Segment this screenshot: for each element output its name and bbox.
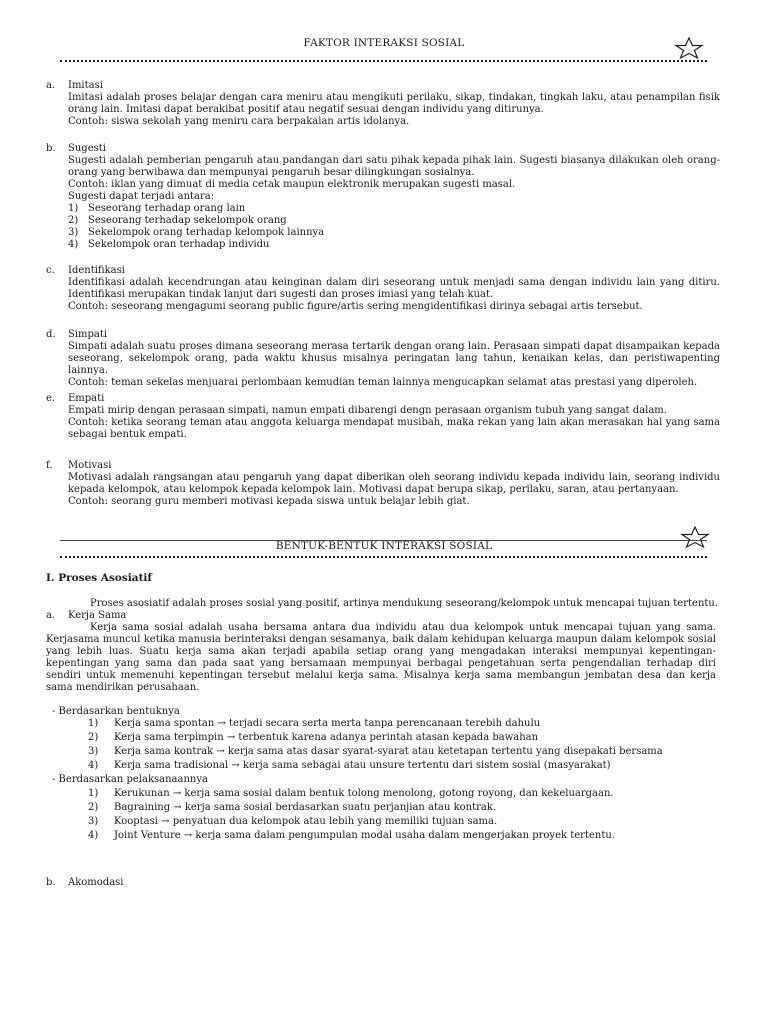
factor-sugesti: b. Sugesti Sugesti adalah pemberian pengaruh atau pandangan dari satu pihak kepada pihak lain. Sugesti biasanya dilakukan oleh orang-orang yang berwibawa dan mempunyai pengaruh besar dilingkungan sosialnya. Contoh: iklan yang dimuat di media cetak maupun elektronik merupakan sugesti masal. Sugesti dapat terjadi antara: 1) Seseorang terhadap orang lain 2) Seseorang terhadap sekelompok orang 3) Sekelompok orang terhadap kelompok lainnya 4) Sekelompok oran terhadap individu: [46, 143, 720, 250]
factor-name: Sugesti: [68, 143, 106, 154]
factor-text: Sugesti adalah pemberian pengaruh atau pandangan dari satu pihak kepada pihak lain. Sugesti biasanya dilakukan oleh orang-orang yang berwibawa dan mempunyai pengaruh besar dilingkungan sosialnya.: [68, 155, 720, 178]
list-item: 4) Joint Venture → kerja sama dalam pengumpulan modal usaha dalam mengerjakan proyek tertentu.: [88, 830, 615, 841]
factor-simpati: d. Simpati Simpati adalah suatu proses dimana seseorang merasa tertarik dengan orang lain. Perasaan simpati dapat disampaikan kepada seseorang, sekelompok orang, pada waktu khusus misalnya peringatan lang tahun, kenaikan kelas, dan peristiwapenting lainnya. Contoh: teman sekelas menjuarai perlombaan kemudian teman lainnya mengucapkan selamat atas prestasi yang diperoleh.: [46, 329, 720, 388]
list-heading: - Berdasarkan bentuknya: [52, 706, 180, 717]
subsection-title: Kerja Sama: [68, 610, 127, 621]
list-item: 2) Bagraining → kerja sama sosial berdasarkan suatu perjanjian atau kontrak.: [88, 802, 497, 813]
factor-name: Identifikasi: [68, 265, 125, 276]
list-item: 4) Sekelompok oran terhadap individu: [68, 239, 270, 250]
bentuk-list: [46, 706, 720, 842]
section-intro: Proses asosiatif adalah proses sosial yang positif, artinya mendukung seseorang/kelompok untuk mencapai tujuan tertentu.: [90, 598, 719, 609]
factor-name: Motivasi: [68, 460, 112, 471]
list-item: 1) Kerja sama spontan → terjadi secara serta merta tanpa perencanaan terebih dahulu: [88, 718, 541, 729]
list-item: 4) Kerja sama tradisional → kerja sama sebagai atau unsure tertentu dari sistem sosial (masyarakat): [88, 760, 611, 771]
factor-motivasi: f. Motivasi Motivasi adalah rangsangan atau pengaruh yang dapat diberikan oleh seorang individu kepada individu lain, seorang individu kepada kelompok, atau kelompok kepada kelompok lain. Motivasi dapat berupa sikap, perilaku, saran, atau pertanyaan. Contoh: seorang guru memberi motivasi kepada siswa untuk belajar lebih giat.: [46, 460, 720, 507]
factor-text: Simpati adalah suatu proses dimana seseorang merasa tertarik dengan orang lain. Perasaan simpati dapat disampaikan kepada seseorang, sekelompok orang, pada waktu khusus misalnya peringatan lang tahun, kenaikan kelas, dan peristiwapenting lainnya.: [68, 341, 720, 376]
page-title: FAKTOR INTERAKSI SOSIAL: [303, 37, 465, 49]
subsection-title: Akomodasi: [68, 877, 124, 888]
factor-identifikasi: c. Identifikasi Identifikasi adalah kecendrungan atau keinginan dalam diri seseorang untuk menjadi sama dengan individu lain yang ditiru. Identifikasi merupakan tindak lanjut dari sugesti dan proses imiasi yang telah kuat. Contoh: seseorang mengagumi seorang public figure/artis sering mengidentifikasi dirinya sebagai artis tersebut.: [46, 265, 720, 312]
factor-text: Imitasi adalah proses belajar dengan cara meniru atau mengikuti perilaku, sikap, tindakan, tingkah laku, atau penampilan fisik orang lain. Imitasi dapat berakibat positif atau negatif sesuai dengan individu yang ditirunya.: [68, 92, 720, 115]
asosiatif-body: Proses asosiatif adalah proses sosial yang positif, artinya mendukung seseorang/kelompok untuk mencapai tujuan tertentu. a. Kerja Sama Kerja sama sosial adalah usaha bersama antara dua individu atau dua kelompok untuk mencapai tujuan yang sama. Kerjasama muncul ketika manusia berinteraksi dengan sesamanya, baik dalam kehidupan keluarga maupun dalam kelompok sosial yang lebih luas. Suatu kerja sama akan terjadi apabila setiap orang yang mengadakan interaksi mempunyai kepentingan-kepentingan yang sama dan pada saat yang bersamaan mempunyai berbagai pengetahuan serta pengendalian terhadap diri sendiri untuk memenuhi kepentingan tersebut melalui kerja sama. Misalnya kerja sama membangun jembatan desa dan kerja sama mendirikan perusahaan.: [46, 598, 719, 693]
factor-imitasi: a. Imitasi Imitasi adalah proses belajar dengan cara meniru atau mengikuti perilaku, sikap, tindakan, tingkah laku, atau penampilan fisik orang lain. Imitasi dapat berakibat positif atau negatif sesuai dengan individu yang ditirunya. Contoh: siswa sekolah yang meniru cara berpakaian artis idolanya.: [46, 80, 720, 127]
factor-name: Imitasi: [68, 80, 103, 91]
factor-text: Identifikasi adalah kecendrungan atau keinginan dalam diri seseorang untuk menjadi sama dengan individu lain yang ditiru. Identifikasi merupakan tindak lanjut dari sugesti dan proses imiasi yang telah kuat.: [68, 277, 720, 300]
factor-example: Contoh: seorang guru memberi motivasi kepada siswa untuk belajar lebih giat.: [68, 496, 470, 507]
factor-text: Empati mirip dengan perasaan simpati, namun empati dibarengi dengn perasaan organism tubuh yang sangat dalam.: [68, 405, 667, 416]
section-title: BENTUK-BENTUK INTERAKSI SOSIAL: [275, 540, 493, 552]
star-icon: [674, 37, 704, 59]
list-item: 2) Seseorang terhadap sekelompok orang: [68, 215, 287, 226]
factor-example: Contoh: siswa sekolah yang meniru cara berpakaian artis idolanya.: [68, 116, 410, 127]
section-divider: [60, 556, 707, 558]
factor-example: Contoh: seseorang mengagumi seorang public figure/artis sering mengidentifikasi dirinya sebagai artis tersebut.: [68, 301, 643, 312]
factor-text: Sugesti dapat terjadi antara:: [68, 191, 215, 202]
factor-name: Simpati: [68, 329, 108, 340]
akomodasi: b. Akomodasi: [46, 877, 720, 889]
list-item: 1) Kerukunan → kerja sama sosial dalam bentuk tolong menolong, gotong royong, dan kekeluargaan.: [88, 788, 614, 799]
list-item: 2) Kerja sama terpimpin → terbentuk karena adanya perintah atasan kepada bawahan: [88, 732, 539, 743]
list-item: 3) Sekelompok orang terhadap kelompok lainnya: [68, 227, 325, 238]
list-item: 3) Kooptasi → penyatuan dua kelompok atau lebih yang memiliki tujuan sama.: [88, 816, 498, 827]
kerja-sama-paragraph: Kerja sama sosial adalah usaha bersama antara dua individu atau dua kelompok untuk mencapai tujuan yang sama. Kerjasama muncul ketika manusia berinteraksi dengan sesamanya, baik dalam kehidupan keluarga maupun dalam kelompok sosial yang lebih luas. Suatu kerja sama akan terjadi apabila setiap orang yang mengadakan interaksi mempunyai kepentingan-kepentingan yang sama dan pada saat yang bersamaan mempunyai berbagai pengetahuan serta pengendalian terhadap diri sendiri untuk memenuhi kepentingan tersebut melalui kerja sama. Misalnya kerja sama membangun jembatan desa dan kerja sama mendirikan perusahaan.: [46, 622, 716, 693]
factor-example: Contoh: ketika seorang teman atau anggota keluarga mendapat musibah, maka rekan yang lain akan merasakan hal yang sama sebagai bentuk empati.: [68, 417, 720, 440]
factor-example: Contoh: teman sekelas menjuarai perlombaan kemudian teman lainnya mengucapkan selamat atas prestasi yang diperoleh.: [68, 377, 698, 388]
list-item: 1) Seseorang terhadap orang lain: [68, 203, 246, 214]
list-heading: - Berdasarkan pelaksanaannya: [52, 774, 208, 785]
section-heading: I. Proses Asosiatif: [46, 572, 152, 584]
factor-example: Contoh: iklan yang dimuat di media cetak maupun elektronik merupakan sugesti masal.: [68, 179, 516, 190]
list-item: 3) Kerja sama kontrak → kerja sama atas dasar syarat-syarat atau ketetapan tertentu yang disepakati bersama: [88, 746, 663, 757]
factor-text: Motivasi adalah rangsangan atau pengaruh yang dapat diberikan oleh seorang individu kepada individu lain, seorang individu kepada kelompok, atau kelompok kepada kelompok lain. Motivasi dapat berupa sikap, perilaku, saran, atau pertanyaan.: [68, 472, 720, 495]
factor-name: Empati: [68, 393, 105, 404]
factor-empati: e. Empati Empati mirip dengan perasaan simpati, namun empati dibarengi dengn perasaan organism tubuh yang sangat dalam. Contoh: ketika seorang teman atau anggota keluarga mendapat musibah, maka rekan yang lain akan merasakan hal yang sama sebagai bentuk empati.: [46, 393, 720, 440]
header-divider: [60, 60, 707, 62]
